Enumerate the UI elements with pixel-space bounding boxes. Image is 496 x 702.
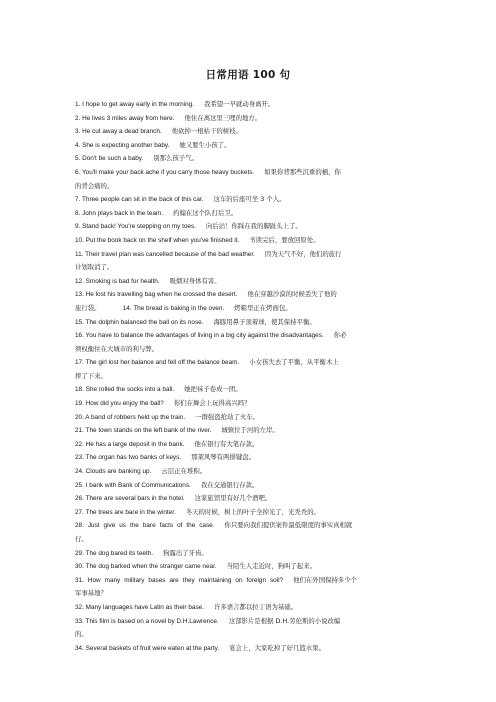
chinese-translation-continued: 摔了下来。 — [75, 371, 107, 380]
chinese-translation: 我希望一早就动身离开。 — [204, 100, 275, 108]
chinese-translation-continued: 的背会痛的。 — [75, 181, 114, 190]
chinese-translation-continued: 须权衡住在大城市的利与弊。 — [75, 344, 159, 353]
chinese-translation: 这家旅馆里有好几个酒吧。 — [194, 494, 272, 503]
english-sentence: 24. Clouds are banking up. — [75, 468, 152, 476]
sentence-continuation — [75, 343, 423, 357]
sentence-line — [75, 356, 423, 370]
sentence-list — [75, 98, 423, 655]
english-sentence: 15. The dolphin balanced the ball on its nose. — [75, 318, 204, 326]
chinese-translation: 狗露出了牙齿。 — [163, 548, 208, 557]
sentence-line — [75, 234, 423, 248]
english-sentence: 17. The girl lost her balance and fell off the balance beam. — [75, 359, 240, 367]
english-sentence: 5. Don't be such a baby. — [75, 155, 144, 163]
sentence-line — [75, 248, 423, 262]
sentence-line — [75, 519, 423, 533]
sentence-line — [75, 383, 423, 397]
english-sentence: 29. The dog bared its teeth. — [75, 549, 154, 557]
chinese-translation: 小女孩失去了平衡，从平衡木上 — [249, 358, 339, 367]
sentence-line — [75, 615, 423, 629]
english-sentence: 11. Their travel plan was cancelled because of the bad weather. — [75, 250, 255, 258]
sentence-line — [75, 220, 423, 234]
sentence-continuation — [75, 302, 423, 316]
english-sentence: 10. Put the book back on the shelf when you've finished it. — [75, 236, 240, 244]
chinese-translation: 她把袜子卷成一团。 — [184, 385, 242, 394]
sentence-line — [75, 275, 423, 289]
chinese-translation: 你只要向我们提供案件最低限度的事实真相就 — [224, 521, 353, 530]
chinese-translation: 别那么孩子气。 — [153, 154, 198, 163]
sentence-continuation — [75, 587, 423, 601]
chinese-translation: 书读完后，要放回原处。 — [249, 235, 320, 244]
chinese-translation: 因为天气不好，他们的旅行 — [264, 249, 342, 258]
english-sentence: 23. The organ has two banks of keys. — [75, 454, 182, 462]
chinese-translation: 许多语言都以拉丁语为基础。 — [213, 602, 298, 611]
english-sentence: 28. Just give us the bare facts of the case. — [75, 522, 215, 530]
chinese-translation: 这车的后座可坐 3 个人。 — [213, 195, 286, 204]
sentence-line — [75, 329, 423, 343]
chinese-translation-continued: 旅行袋。 — [75, 303, 101, 312]
chinese-translation: 他住在离这里三哩的地方。 — [184, 113, 262, 122]
english-sentence: 31. How many military bases are they maintaining on foreign soil? — [75, 576, 284, 584]
english-sentence: 32. Many languages have Latin as their base. — [75, 603, 204, 611]
sentence-continuation — [75, 370, 423, 384]
chinese-translation: 冬天的时候，树上的叶子全掉光了，光秃秃的。 — [185, 507, 320, 516]
sentence-continuation — [75, 628, 423, 642]
english-sentence: 14. The bread is baking in the oven. — [122, 304, 225, 312]
sentence-line — [75, 98, 423, 112]
english-sentence: 8. John plays back in the team. — [75, 209, 164, 217]
chinese-translation: 他砍掉一根枯干的树枝。 — [171, 127, 242, 136]
chinese-translation: 你必 — [333, 331, 347, 340]
chinese-translation: 城镇位于河的左岸。 — [221, 426, 279, 435]
sentence-line — [75, 642, 423, 656]
page-title: 日常用语 100 句 — [205, 69, 291, 81]
english-sentence: 9. Stand back! You're stepping on my toes. — [75, 223, 196, 231]
chinese-translation: 如果你背那些沉重的桶，你 — [264, 167, 341, 176]
english-sentence: 12. Smoking is bad for health. — [75, 277, 160, 285]
english-sentence: 25. I bank with Bank of Communications. — [75, 481, 191, 489]
chinese-translation: 他在穿越沙漠的时候丢失了他的 — [247, 290, 337, 299]
chinese-translation: 云层正在堆积。 — [161, 467, 207, 476]
chinese-translation: 这部影片是根据 D.H.劳伦斯的小说改编 — [228, 616, 341, 625]
chinese-translation: 他在银行有大笔存款。 — [194, 439, 259, 448]
english-sentence: 19. How did you enjoy the ball? — [75, 400, 164, 408]
sentence-continuation — [75, 533, 423, 547]
chinese-translation: 当陌生人走近时，狗叫了起来。 — [226, 562, 317, 571]
english-sentence: 33. This film is based on a novel by D.H.Lawrence. — [75, 617, 219, 625]
chinese-translation: 烤箱里正在烤面包。 — [234, 303, 292, 312]
sentence-line — [75, 125, 423, 139]
chinese-translation: 吸烟对身体有害。 — [169, 276, 221, 285]
english-sentence: 20. A band of robbers held up the train. — [75, 413, 186, 421]
english-sentence: 34. Several baskets of fruit were eaten at the party. — [75, 644, 220, 652]
sentence-line — [75, 207, 423, 221]
english-sentence: 3. He cut away a dead branch. — [75, 128, 162, 136]
chinese-translation: 宴会上，大家吃掉了好几篮水果。 — [229, 643, 325, 652]
sentence-line — [75, 166, 423, 180]
chinese-translation: 向后站！你踩在我的脚趾头上了。 — [205, 222, 302, 231]
sentence-line — [75, 547, 423, 561]
sentence-line — [75, 411, 423, 425]
sentence-line — [75, 316, 423, 330]
chinese-translation: 她又要生小孩了。 — [179, 140, 231, 149]
chinese-translation-continued: 行。 — [75, 535, 88, 543]
english-sentence: 13. He lost his travelling bag when he crossed the desert. — [75, 291, 238, 299]
chinese-translation: 他们在外国保持多少个 — [293, 575, 358, 584]
sentence-line — [75, 601, 423, 615]
english-sentence: 27. The trees are bare in the winter. — [75, 508, 176, 516]
sentence-line — [75, 152, 423, 166]
chinese-translation: 海豚用鼻子顶着球，使其保持平衡。 — [213, 317, 316, 326]
english-sentence: 1. I hope to get away early in the morning. — [75, 101, 195, 108]
sentence-line — [75, 574, 423, 588]
sentence-line — [75, 465, 423, 479]
sentence-line — [75, 112, 423, 126]
sentence-line — [75, 424, 423, 438]
english-sentence: 4. She is expecting another baby. — [75, 141, 170, 149]
sentence-line — [75, 479, 423, 493]
sentence-line — [75, 288, 423, 302]
chinese-translation-continued: 军事基地？ — [75, 589, 107, 598]
sentence-continuation — [75, 261, 423, 275]
sentence-line — [75, 139, 423, 153]
sentence-line — [75, 438, 423, 452]
english-sentence: 2. He lives 3 miles away from here. — [75, 114, 175, 122]
sentence-line — [75, 560, 423, 574]
english-sentence: 22. He has a large deposit in the bank. — [75, 440, 185, 448]
english-sentence: 7. Three people can sit in the back of this car. — [75, 196, 204, 204]
sentence-line — [75, 506, 423, 520]
sentence-continuation — [75, 180, 423, 194]
english-sentence: 6. You'll make your back ache if you carry those heavy buckets. — [75, 168, 255, 176]
chinese-translation: 那架风琴有两排键盘。 — [191, 453, 256, 462]
chinese-translation: 我在交通银行存款。 — [200, 480, 259, 489]
chinese-translation-continued: 计划取消了。 — [75, 263, 114, 272]
english-sentence: 26. There are several bars in the hotel. — [75, 495, 185, 503]
chinese-translation: 约翰在这个队打后卫。 — [173, 208, 238, 217]
sentence-line — [75, 397, 423, 411]
sentence-line — [75, 451, 423, 465]
sentence-line — [75, 492, 423, 506]
english-sentence: 18. She rolled the socks into a ball. — [75, 386, 175, 394]
chinese-translation: 一群强盗抢劫了火车。 — [195, 412, 260, 421]
sentence-line — [75, 193, 423, 207]
english-sentence: 16. You have to balance the advantages of living in a big city against the disadvantages. — [75, 332, 324, 340]
chinese-translation: 你们在舞会上玩得高兴吗？ — [173, 399, 251, 408]
english-sentence: 30. The dog barked when the stranger came near. — [75, 563, 217, 571]
chinese-translation-continued: 的。 — [75, 630, 88, 639]
english-sentence: 21. The town stands on the left bank of the river. — [75, 427, 212, 435]
